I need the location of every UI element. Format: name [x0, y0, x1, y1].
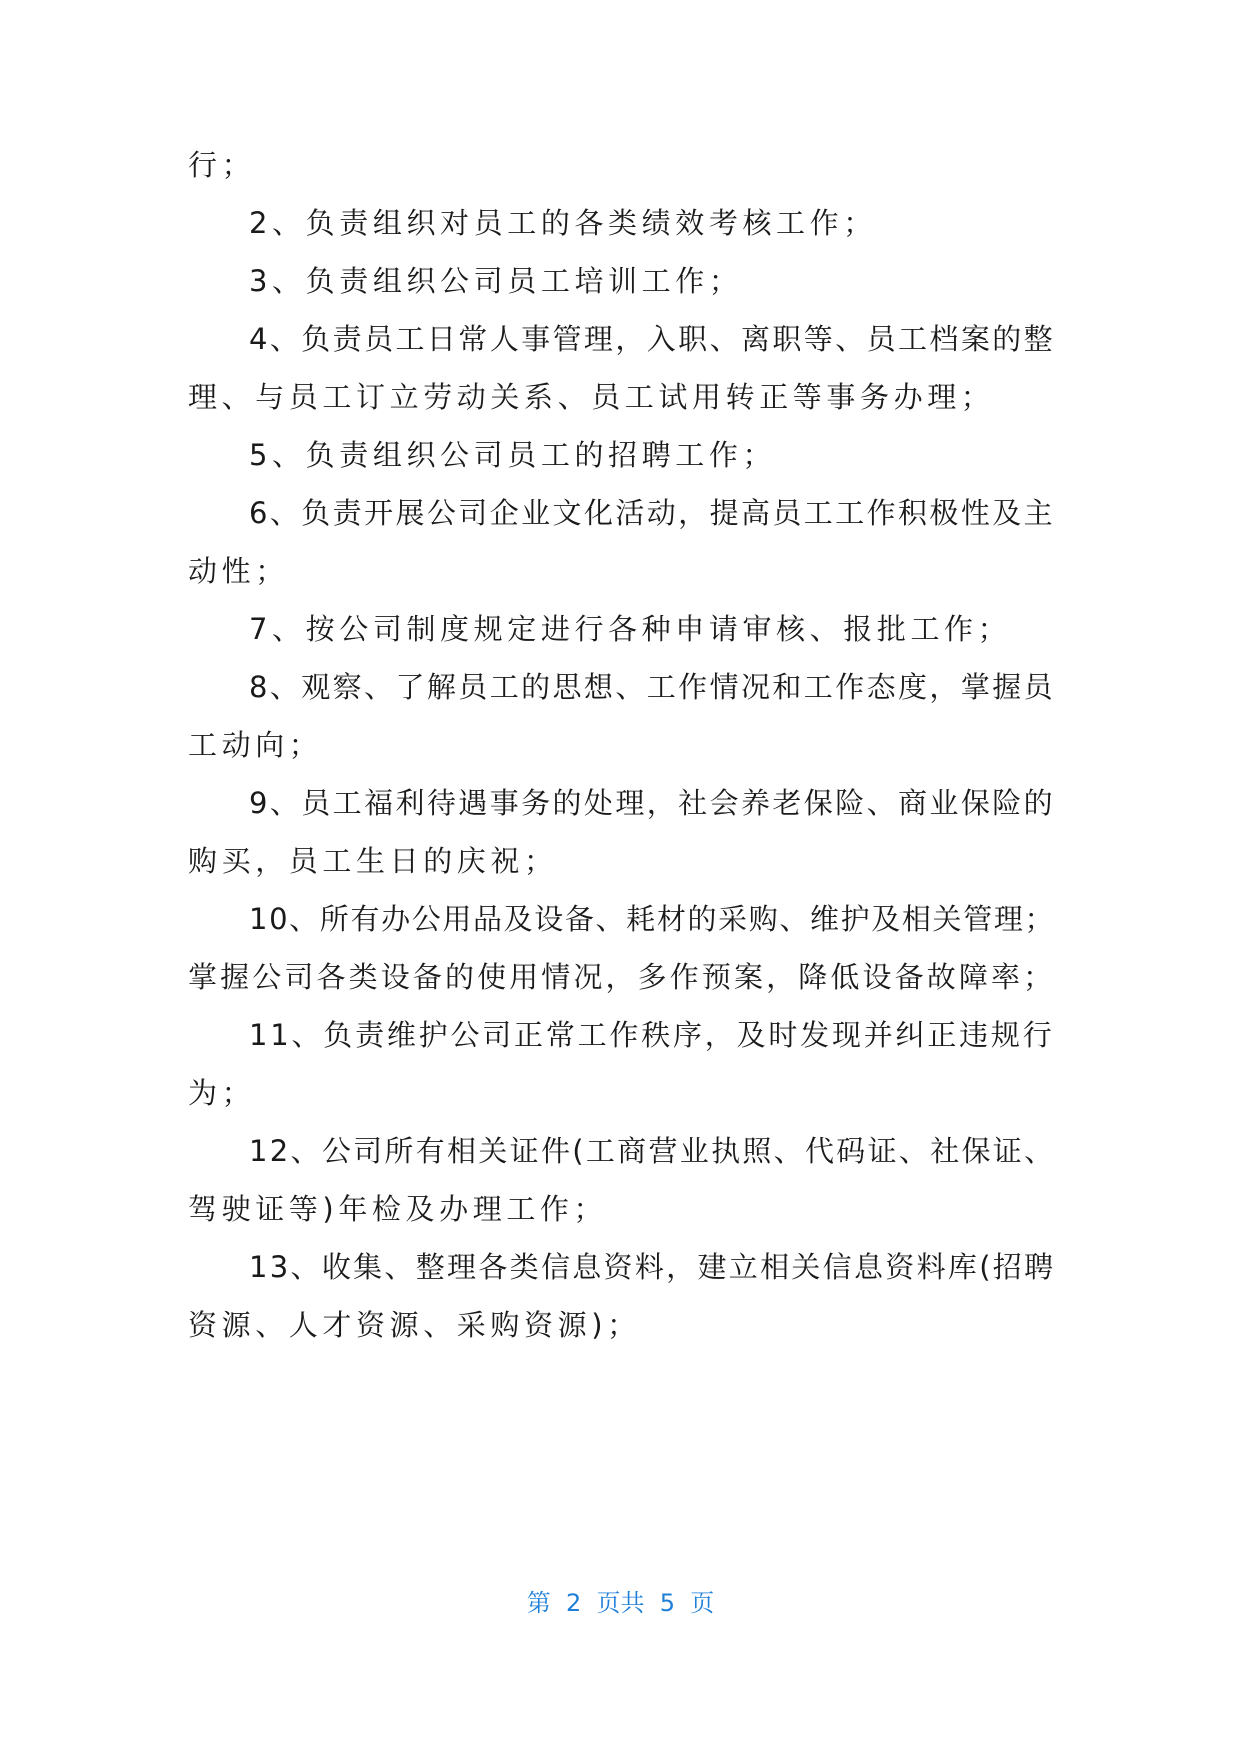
- text-line: 4、负责员工日常人事管理，入职、离职等、员工档案的整: [249, 322, 1056, 356]
- text-line: 掌握公司各类设备的使用情况，多作预案，降低设备故障率；: [188, 960, 1056, 994]
- text-line: 驾驶证等)年检及办理工作；: [188, 1192, 608, 1226]
- page-number-footer: 第 2 页共 5 页: [526, 1589, 715, 1617]
- text-line: 3、负责组织公司员工培训工作；: [249, 264, 743, 298]
- text-line: 购买，员工生日的庆祝；: [188, 844, 558, 878]
- text-line: 5、负责组织公司员工的招聘工作；: [249, 438, 777, 472]
- text-line: 动性；: [188, 554, 289, 588]
- text-line: 9、员工福利待遇事务的处理，社会养老保险、商业保险的: [249, 786, 1056, 820]
- text-line: 8、观察、了解员工的思想、工作情况和工作态度，掌握员: [249, 670, 1056, 704]
- text-line: 6、负责开展公司企业文化活动，提高员工工作积极性及主: [249, 496, 1056, 530]
- text-line: 理、与员工订立劳动关系、员工试用转正等事务办理；: [188, 380, 995, 414]
- text-line: 13、收集、整理各类信息资料，建立相关信息资料库(招聘: [249, 1250, 1056, 1284]
- text-line: 10、所有办公用品及设备、耗材的采购、维护及相关管理；: [249, 902, 1056, 936]
- text-line: 12、公司所有相关证件(工商营业执照、代码证、社保证、: [249, 1134, 1056, 1168]
- text-line: 资源、人才资源、采购资源)；: [188, 1308, 641, 1342]
- text-line: 为；: [188, 1076, 256, 1110]
- text-line: 工动向；: [188, 728, 323, 762]
- text-line: 7、按公司制度规定进行各种申请审核、报批工作；: [249, 612, 1012, 646]
- text-line: 11、负责维护公司正常工作秩序，及时发现并纠正违规行: [249, 1018, 1055, 1052]
- text-line: 行；: [188, 148, 256, 182]
- text-line: 2、负责组织对员工的各类绩效考核工作；: [249, 206, 877, 240]
